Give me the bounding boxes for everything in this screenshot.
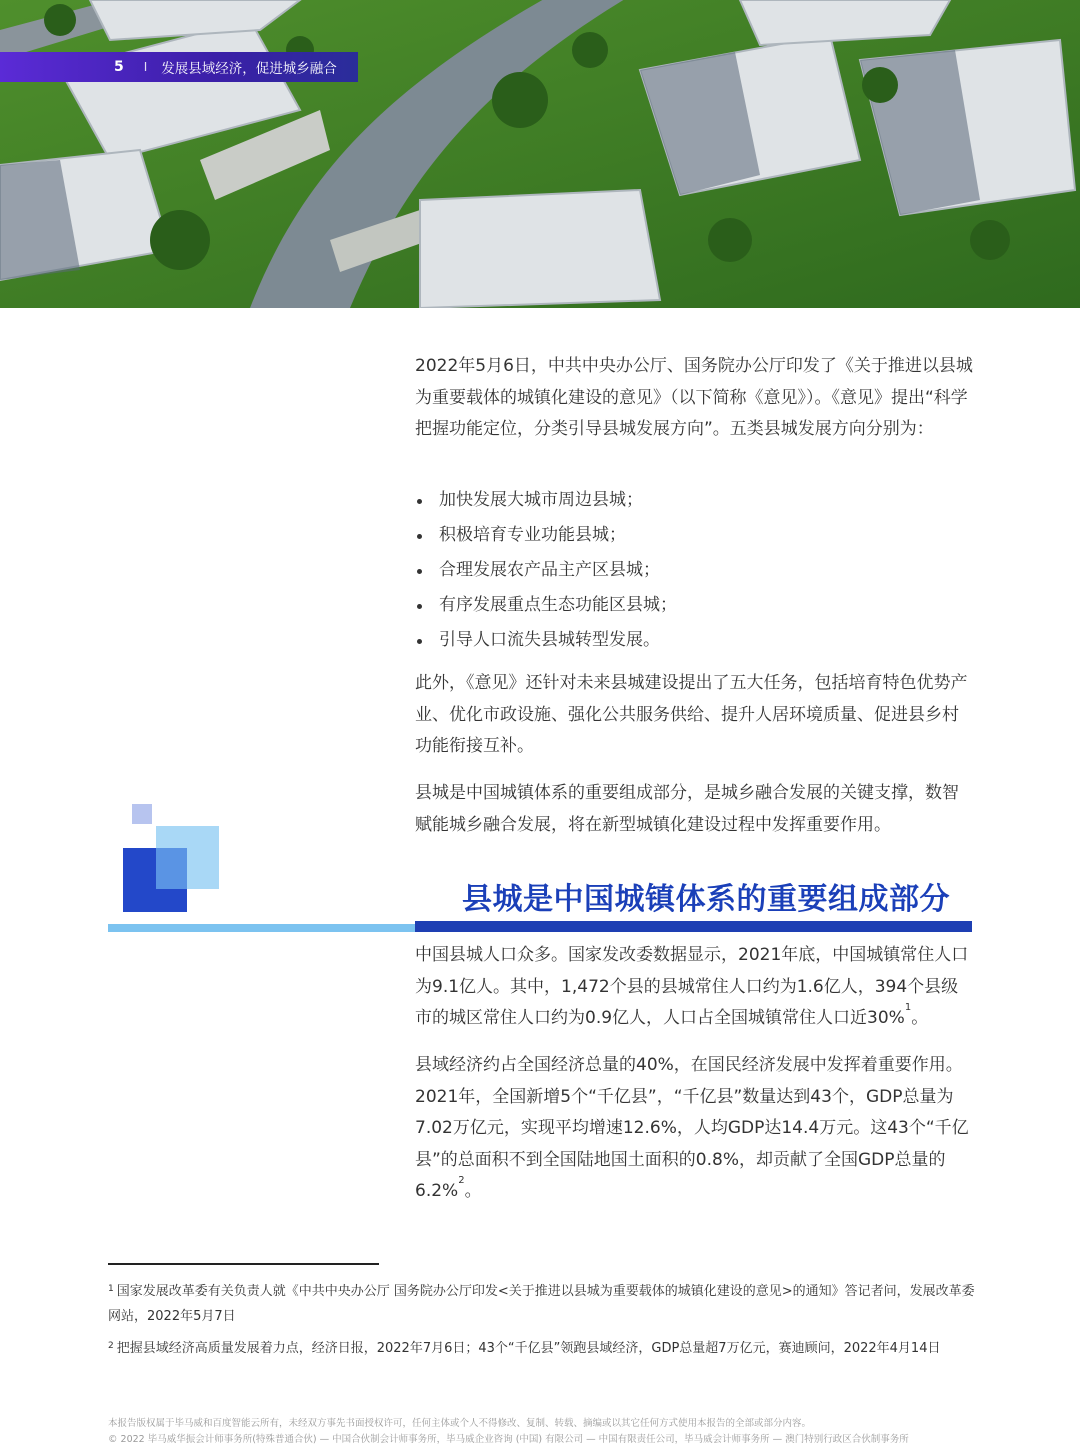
heading-rule-light: [108, 924, 415, 932]
footnote-ref: 1: [904, 1002, 912, 1014]
copyright-notice: 本报告版权属于毕马威和百度智能云所有，未经双方事先书面授权许可，任何主体或个人不得修改、复制、转载、摘编或以其它任何方式使用本报告的全部或部分内容。: [108, 1418, 812, 1429]
firm-disclaimer: © 2022 毕马威华振会计师事务所(特殊普通合伙) — 中国合伙制会计师事务所，毕马威企业咨询 (中国) 有限公司 — 中国有限责任公司，毕马威会计师事务所 — 澳门特别行政区合伙制事务所: [108, 1434, 909, 1445]
economy-block: [415, 1050, 975, 1208]
population-text: 中国县城人口众多。国家发改委数据显示，2021年底，中国城镇常住人口为9.1亿人。其中，1,472个县的县城常住人口约为1.6亿人，394个县级市的城区常住人口约为0.9亿人，人口占全国城镇常住人口近30%: [415, 945, 969, 1028]
economy-text: 县域经济约占全国经济总量的40%，在国民经济发展中发挥着重要作用。2021年，全国新增5个“千亿县”，“千亿县”数量达到43个，GDP总量为7.02万亿元，实现平均增速12.6%，人均GDP达14.4万元。这43个“千亿县”的总面积不到全国陆地国土面积的0.8%，却贡献了全国GDP总量的6.2%: [415, 1055, 969, 1201]
intro-block: [415, 351, 975, 446]
footnote-number: 1: [108, 1284, 114, 1294]
tasks-block: [415, 668, 975, 763]
direction-list-block: [415, 483, 975, 658]
support-block: [415, 778, 975, 841]
economy-tail: 。: [464, 1181, 482, 1201]
support-paragraph: 县城是中国城镇体系的重要组成部分，是城乡融合发展的关键支撑，数智赋能城乡融合发展，将在新型城镇化建设过程中发挥重要作用。: [415, 783, 959, 835]
page-number: 5: [114, 59, 124, 75]
footnote-text: 国家发展改革委有关负责人就《中共中央办公厅 国务院办公厅印发<关于推进以县城为重要载体的城镇化建设的意见>的通知》答记者问，发展改革委网站，2022年5月7日: [108, 1284, 975, 1324]
hero-aerial-photo: [0, 0, 1080, 308]
population-block: [415, 940, 975, 1035]
economy-paragraph: [415, 1050, 975, 1208]
decorative-squares-icon: [118, 800, 222, 916]
section-title: 发展县域经济，促进城乡融合: [161, 61, 337, 77]
footnote-divider: [108, 1263, 379, 1265]
header-separator: I: [143, 60, 148, 74]
list-item: 引导人口流失县城转型发展。: [415, 623, 975, 658]
list-item: 合理发展农产品主产区县城；: [415, 553, 975, 588]
footnote-2: [108, 1337, 978, 1362]
page-header-band: [0, 52, 358, 82]
list-item: 积极培育专业功能县城；: [415, 518, 975, 553]
footnote-1: [108, 1280, 978, 1329]
aerial-neighborhood-illustration: [0, 0, 1080, 308]
footnote-ref: 2: [458, 1175, 465, 1187]
list-item: 有序发展重点生态功能区县城；: [415, 588, 975, 623]
population-tail: 。: [911, 1008, 929, 1028]
direction-list: [415, 483, 975, 658]
section-heading: 县城是中国城镇体系的重要组成部分: [462, 882, 950, 917]
list-item: 加快发展大城市周边县城；: [415, 483, 975, 518]
intro-paragraph: 2022年5月6日，中共中央办公厅、国务院办公厅印发了《关于推进以县城为重要载体的城镇化建设的意见》（以下简称《意见》）。《意见》提出“科学把握功能定位，分类引导县城发展方向”。五类县城发展方向分别为：: [415, 356, 973, 439]
population-paragraph: [415, 940, 975, 1035]
heading-rule-dark: [415, 921, 972, 932]
footnote-text: 把握县域经济高质量发展着力点，经济日报，2022年7月6日；43个“千亿县”领跑县域经济，GDP总量超7万亿元，赛迪顾问，2022年4月14日: [116, 1341, 941, 1356]
footnote-number: 2: [108, 1341, 114, 1351]
tasks-paragraph: 此外，《意见》还针对未来县城建设提出了五大任务，包括培育特色优势产业、优化市政设施、强化公共服务供给、提升人居环境质量、促进县乡村功能衔接互补。: [415, 673, 968, 756]
